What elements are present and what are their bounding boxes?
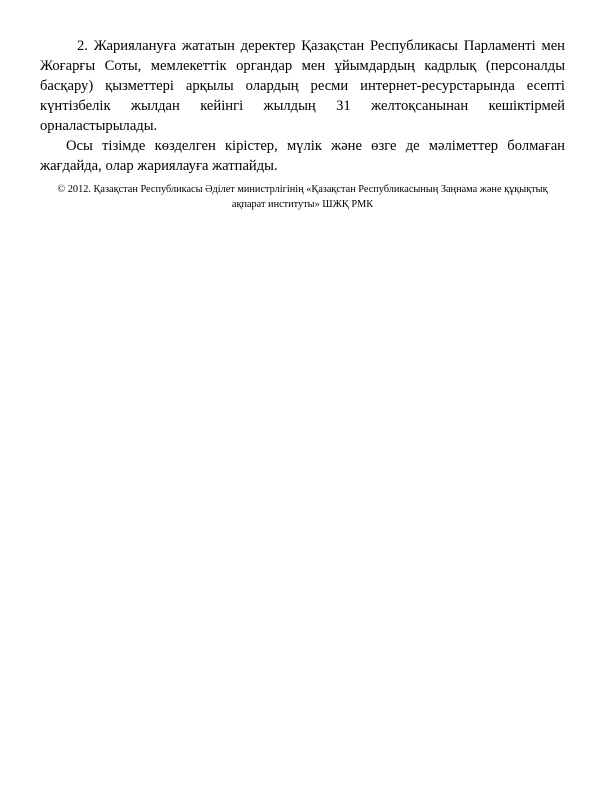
- paragraph-publication-rule: 2. Жариялануға жататын деректер Қазақстан Республикасы Парламенті мен Жоғарғы Соты, мемлекеттік органдар мен ұйымдардың кадрлық (персоналды басқару) қызметтері арқылы олардың ресми интернет-ресурстарында есепті күнтізбелік жылдан кейінгі жылдың 31 желтоқсанынан кешіктірмей орналастырылады.: [40, 38, 565, 134]
- document-body: [40, 36, 565, 176]
- paragraph-no-data-rule: Осы тізімде көзделген кірістер, мүлік және өзге де мәліметтер болмаған жағдайда, олар жариялауға жатпайды.: [40, 138, 565, 174]
- copyright-footer: © 2012. Қазақстан Республикасы Әділет министрлігінің «Қазақстан Республикасының Заңнама және құқықтық ақпарат институты» ШЖҚ РМК: [57, 184, 548, 210]
